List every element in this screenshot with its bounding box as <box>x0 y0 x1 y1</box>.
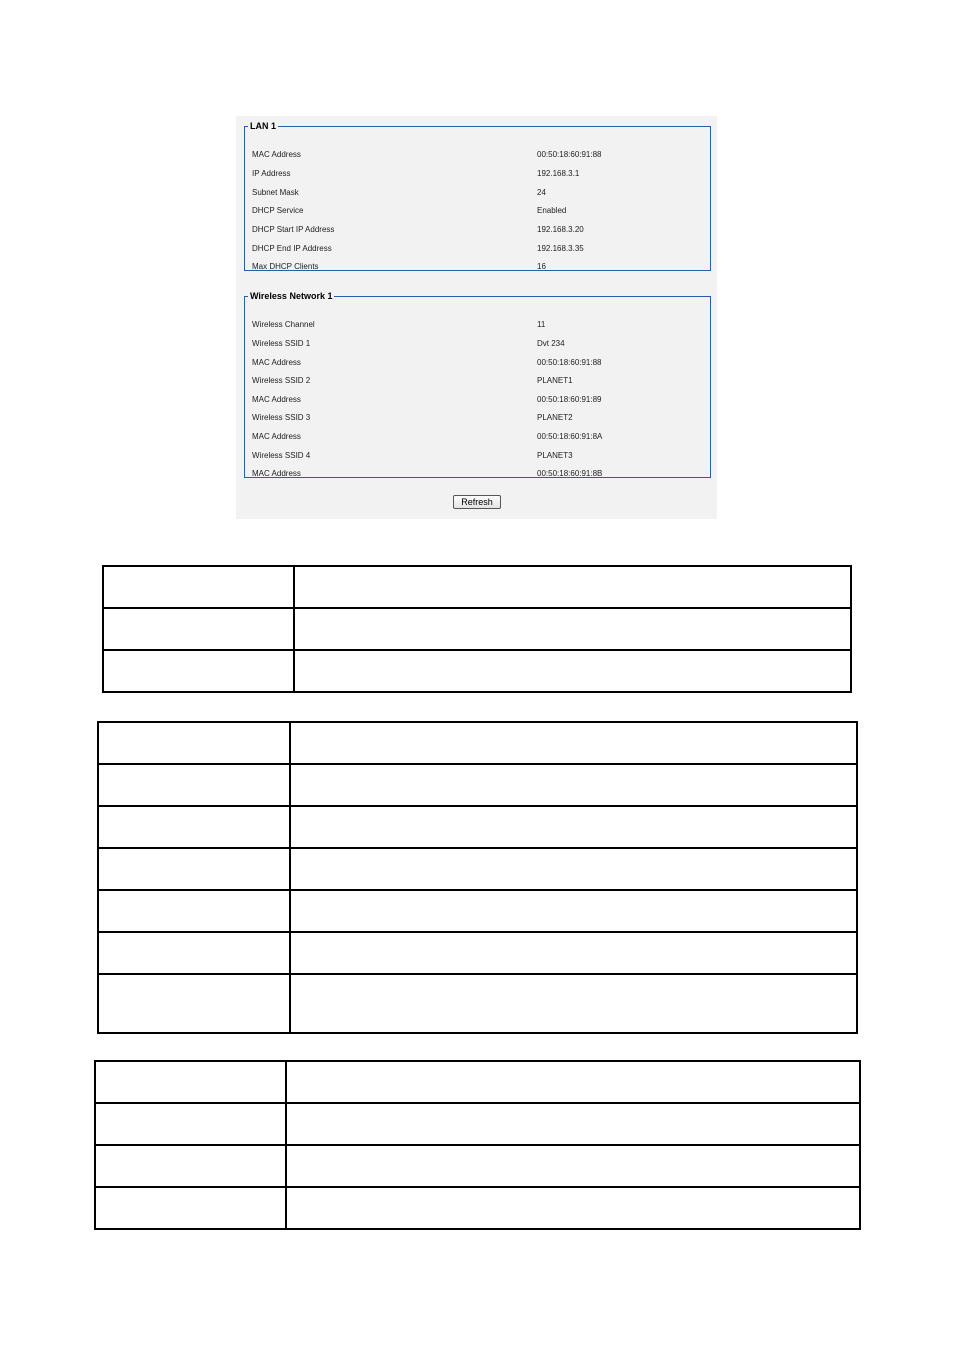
info-value: PLANET1 <box>537 376 573 385</box>
table-cell <box>95 1145 286 1187</box>
info-row <box>252 412 703 424</box>
table-cell <box>286 1061 860 1103</box>
lan-legend: LAN 1 <box>250 121 277 131</box>
info-row <box>252 338 703 350</box>
info-value: Enabled <box>537 206 567 215</box>
table-cell <box>95 1103 286 1145</box>
table-cell <box>286 1103 860 1145</box>
info-value: PLANET2 <box>537 413 573 422</box>
table-cell <box>98 974 290 1033</box>
info-label: MAC Address <box>252 469 301 478</box>
table-cell <box>290 974 857 1033</box>
info-label: DHCP Start IP Address <box>252 225 335 234</box>
info-row <box>252 357 703 369</box>
info-value: 11 <box>537 320 546 329</box>
document-table-1 <box>102 565 852 693</box>
info-label: MAC Address <box>252 432 301 441</box>
info-row <box>252 450 703 462</box>
table-cell <box>98 722 290 764</box>
table-cell <box>290 764 857 806</box>
info-label: Wireless SSID 2 <box>252 376 311 385</box>
table-row <box>98 974 857 1033</box>
info-row <box>252 319 703 331</box>
info-value: 00:50:18:60:91:8A <box>537 432 603 441</box>
info-row <box>252 261 703 273</box>
table-cell <box>290 722 857 764</box>
table-cell <box>103 608 294 650</box>
table-row <box>95 1145 860 1187</box>
info-label: Wireless SSID 4 <box>252 451 311 460</box>
info-row <box>252 224 703 236</box>
info-label: Wireless SSID 1 <box>252 339 311 348</box>
table-row <box>98 722 857 764</box>
table-cell <box>290 932 857 974</box>
info-value: PLANET3 <box>537 451 573 460</box>
table-cell <box>286 1145 860 1187</box>
info-label: MAC Address <box>252 395 301 404</box>
info-row <box>252 375 703 387</box>
table-cell <box>98 932 290 974</box>
table-cell <box>95 1061 286 1103</box>
info-row <box>252 243 703 255</box>
table-row <box>95 1061 860 1103</box>
refresh-button[interactable]: Refresh <box>453 495 501 509</box>
info-value: 192.168.3.20 <box>537 225 584 234</box>
info-value: 192.168.3.1 <box>537 169 580 178</box>
info-label: DHCP End IP Address <box>252 244 332 253</box>
status-panel <box>236 116 717 519</box>
table-row <box>98 932 857 974</box>
table-cell <box>103 650 294 692</box>
info-row <box>252 168 703 180</box>
info-value: 24 <box>537 188 546 197</box>
info-label: MAC Address <box>252 358 301 367</box>
info-row <box>252 431 703 443</box>
table-cell <box>294 650 851 692</box>
table-cell <box>98 806 290 848</box>
table-cell <box>98 848 290 890</box>
table-cell <box>95 1187 286 1229</box>
info-value: 00:50:18:60:91:8B <box>537 469 603 478</box>
info-value: 16 <box>537 262 546 271</box>
document-table-3 <box>94 1060 861 1230</box>
info-value: Dvt 234 <box>537 339 565 348</box>
table-cell <box>290 806 857 848</box>
table-row <box>98 848 857 890</box>
wireless-legend: Wireless Network 1 <box>250 291 333 301</box>
info-row <box>252 205 703 217</box>
info-label: Subnet Mask <box>252 188 299 197</box>
table-row <box>103 650 851 692</box>
table-row <box>103 566 851 608</box>
info-label: Max DHCP Clients <box>252 262 319 271</box>
info-value: 00:50:18:60:91:88 <box>537 358 602 367</box>
info-value: 00:50:18:60:91:88 <box>537 150 602 159</box>
info-label: Wireless Channel <box>252 320 315 329</box>
lan-fieldset <box>244 121 711 271</box>
info-row <box>252 187 703 199</box>
info-row <box>252 394 703 406</box>
table-cell <box>290 848 857 890</box>
table-cell <box>103 566 294 608</box>
info-label: MAC Address <box>252 150 301 159</box>
table-cell <box>98 890 290 932</box>
table-cell <box>294 566 851 608</box>
table-row <box>98 890 857 932</box>
table-row <box>103 608 851 650</box>
info-label: Wireless SSID 3 <box>252 413 311 422</box>
table-cell <box>294 608 851 650</box>
table-cell <box>286 1187 860 1229</box>
info-row <box>252 149 703 161</box>
table-row <box>95 1187 860 1229</box>
info-label: IP Address <box>252 169 291 178</box>
table-cell <box>290 890 857 932</box>
table-row <box>95 1103 860 1145</box>
table-row <box>98 764 857 806</box>
table-row <box>98 806 857 848</box>
document-table-2 <box>97 721 858 1034</box>
table-cell <box>98 764 290 806</box>
wireless-fieldset <box>244 291 711 478</box>
info-value: 00:50:18:60:91:89 <box>537 395 602 404</box>
info-row <box>252 468 703 480</box>
info-label: DHCP Service <box>252 206 304 215</box>
info-value: 192.168.3.35 <box>537 244 584 253</box>
